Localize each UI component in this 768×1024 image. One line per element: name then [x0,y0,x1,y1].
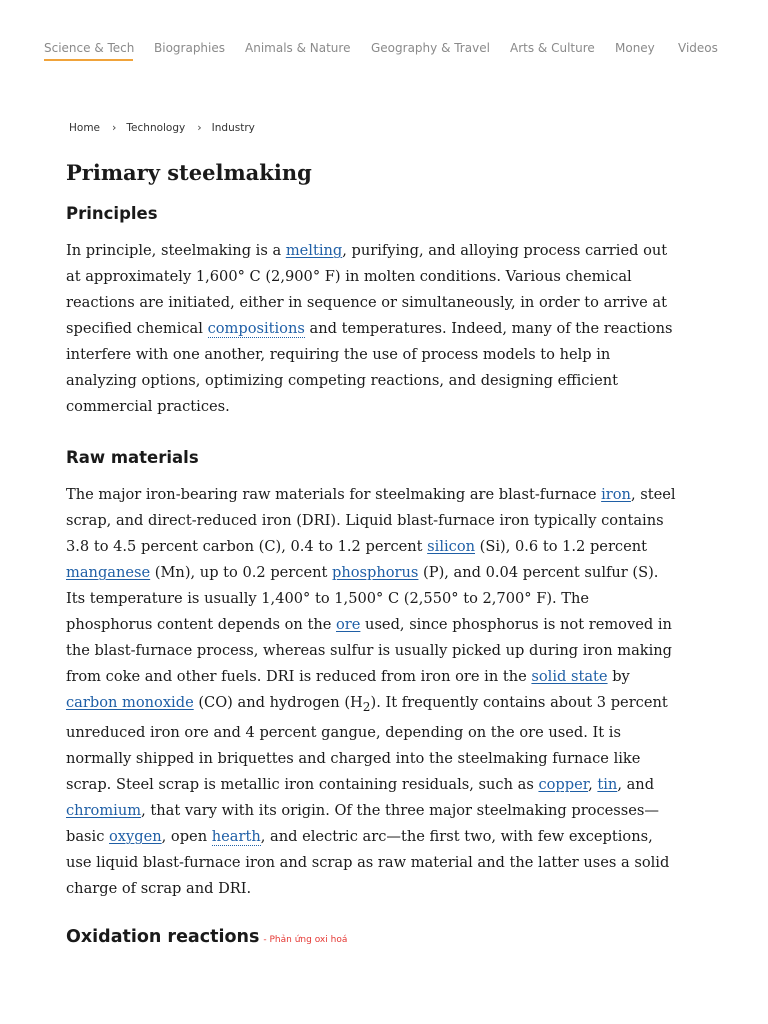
link-carbon-monoxide[interactable]: carbon monoxide [66,694,194,711]
paragraph-text: , open [161,827,212,845]
translation-note: - Phản ứng oxi hoá [263,935,348,945]
nav-item-science-tech[interactable]: Science & Tech [44,41,135,55]
nav-item-videos[interactable]: Videos [678,41,718,55]
top-navigation [0,0,768,70]
paragraph-text: , steel scrap, and direct-reduced iron (DRI). Liquid blast-furnace iron typically contains 3.8 to 4.5 percent carbon (C), 0.4 to 1.2 percent [66,486,676,555]
nav-item-money[interactable]: Money [615,41,655,55]
section-heading-text: Oxidation reactions [66,927,260,947]
paragraph-text: , purifying, and alloying process carried out at approximately 1,600° C (2,900° F) in molten conditions. Various chemical reactions are initiated, either in sequence or simultaneously, in order to arrive at specified chemical [66,242,668,337]
paragraph-text: In principle, steelmaking is a [66,242,286,259]
link-solid-state[interactable]: solid state [531,668,608,685]
paragraph-text: (Si), 0.6 to 1.2 percent [475,538,647,555]
link-oxygen[interactable]: oxygen [109,827,162,845]
link-ore[interactable]: ore [336,616,361,633]
nav-item-arts-culture[interactable]: Arts & Culture [510,41,595,55]
link-melting[interactable]: melting [285,242,343,259]
section-heading-principles: Principles [66,204,158,223]
paragraph-text: by [607,668,630,685]
link-iron[interactable]: iron [601,486,631,503]
page-title: Primary steelmaking [66,160,312,185]
paragraph-text: , that vary with its origin. Of the three major steelmaking processes—basic [66,801,659,845]
section-heading-raw-materials: Raw materials [66,448,199,467]
paragraph-text: (P), and 0.04 percent sulfur (S). Its temperature is usually 1,400° to 1,500° C (2,550° to 2,700° F). The phosphorus content depends on the [66,564,659,633]
breadcrumb-industry[interactable]: Industry [211,121,255,134]
paragraph-text: , and electric arc—the first two, with few exceptions, use liquid blast-furnace iron and scrap as raw material and the latter uses a solid charge of scrap and DRI. [66,827,670,897]
paragraph-text: (CO) and hydrogen (H [193,694,363,711]
breadcrumb [69,121,255,134]
link-compositions[interactable]: compositions [207,320,305,337]
breadcrumb-technology[interactable]: Technology [126,121,186,134]
link-copper[interactable]: copper [538,775,589,793]
paragraph-text: (Mn), up to 0.2 percent [150,564,332,581]
link-manganese[interactable]: manganese [66,564,151,581]
section-heading-oxidation-reactions [66,927,347,947]
active-tab-indicator [44,59,133,61]
nav-item-biographies[interactable]: Biographies [154,41,226,55]
subscript-2: 2 [362,699,371,714]
link-chromium[interactable]: chromium [66,801,142,819]
paragraph-text: used, since phosphorus is not removed in the blast-furnace process, whereas sulfur is usually picked up during iron making from coke and other fuels. DRI is reduced from iron ore in the [66,616,673,685]
paragraph-text: and temperatures. Indeed, many of the reactions interfere with one another, requiring the use of process models to help in analyzing options, optimizing competing reactions, and designing efficient commercial practices. [66,320,673,415]
paragraph-text: , and [617,775,655,793]
chevron-right-icon: › [197,121,202,134]
chevron-right-icon: › [112,121,117,134]
link-phosphorus[interactable]: phosphorus [332,564,419,581]
nav-item-geography-travel[interactable]: Geography & Travel [371,41,490,55]
paragraph-text: , [588,775,598,793]
paragraph-principles [66,238,678,420]
link-tin[interactable]: tin [597,775,618,793]
nav-item-animals-nature[interactable]: Animals & Nature [245,41,351,55]
paragraph-text: ). It frequently contains about 3 percent unreduced iron ore and 4 percent gangue, depending on the ore used. It is normally shipped in briquettes and charged into the steelmaking furnace like scrap. Steel scrap is metallic iron containing residuals, such as [66,694,668,793]
link-silicon[interactable]: silicon [427,538,476,555]
paragraph-text: The major iron-bearing raw materials for steelmaking are blast-furnace [66,486,602,503]
link-hearth[interactable]: hearth [211,827,261,845]
breadcrumb-home[interactable]: Home [69,121,101,134]
paragraph-raw-materials [66,482,678,902]
